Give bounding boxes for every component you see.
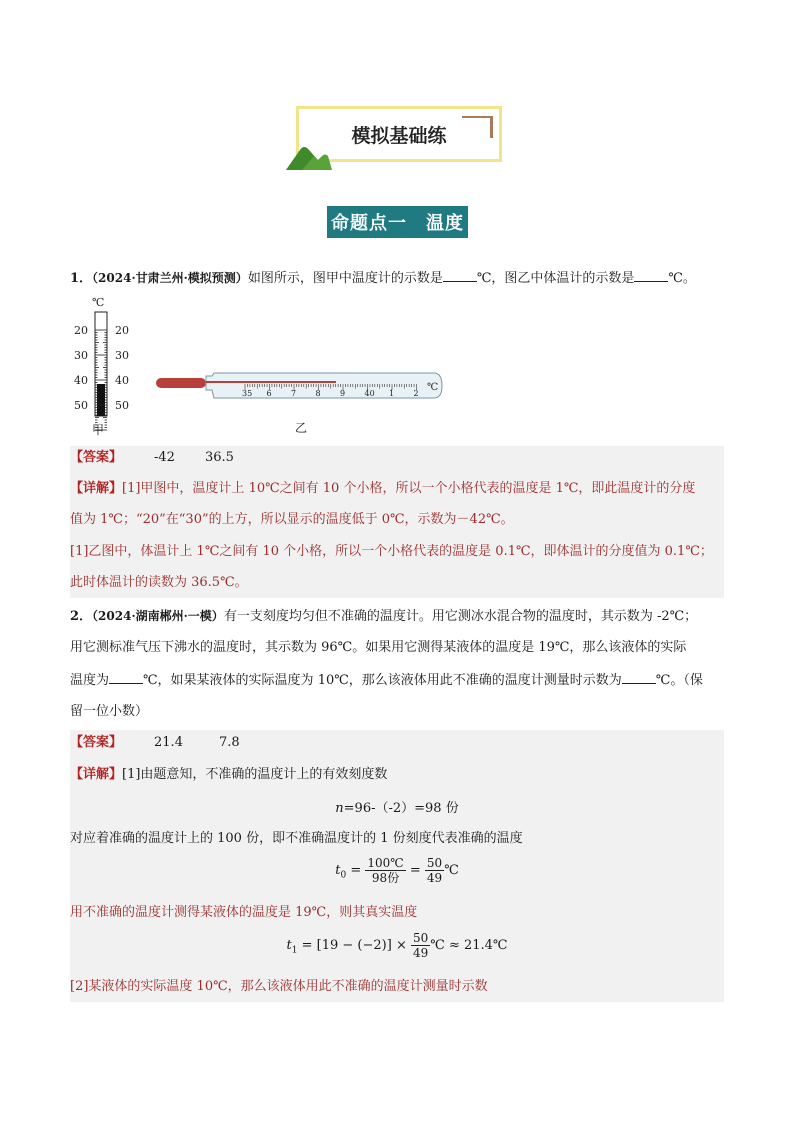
caption-jia: 甲	[92, 423, 105, 437]
clinical-tick-label: 35	[242, 389, 253, 398]
question-text: ℃，图乙中体温计的示数是	[476, 271, 635, 286]
fraction-numerator: 50	[426, 856, 443, 870]
equation-text: ℃ ≈ 21.4℃	[430, 938, 508, 953]
clinical-tick-label: 40	[364, 389, 375, 398]
q1-detail-line-3: [1]乙图中，体温计上 1℃之间有 10 个小格，所以一个小格代表的温度是 0.1℃，即体温计的分度值为 0.1℃；	[70, 544, 713, 559]
q1-detail-line-4: 此时体温计的读数为 36.5℃。	[70, 575, 248, 590]
equation-variable: t	[286, 938, 292, 953]
equation-variable: n	[335, 801, 344, 816]
tick-label-right: 30	[115, 349, 129, 362]
detail-tag: 【详解】	[70, 767, 123, 782]
q1-detail-line-2: 值为 1℃；“20”在“30”的上方，所以显示的温度低于 0℃，示数为－42℃。	[70, 512, 514, 527]
clinical-tick-label: 1	[389, 389, 395, 398]
question-2-line-3	[70, 670, 703, 691]
answer-blank	[109, 670, 143, 684]
question-number: 2．	[70, 609, 93, 624]
tick-label-right: 20	[115, 324, 129, 337]
equation-t1	[70, 931, 724, 960]
q2-detail-line-3: 用不准确的温度计测得某液体的温度是 19℃，则其真实温度	[70, 905, 418, 920]
fraction	[365, 856, 405, 885]
question-1	[70, 268, 696, 289]
unit-label: ℃	[92, 296, 105, 309]
question-text: 温度为	[70, 673, 110, 688]
tick-label-left: 20	[74, 324, 88, 337]
question-text: 如图所示，图甲中温度计的示数是	[247, 271, 443, 286]
equation-subscript: 0	[340, 870, 347, 881]
detail-tag: 【详解】	[70, 481, 123, 496]
caption-yi: 乙	[295, 421, 308, 435]
answer-value-2: 36.5	[204, 450, 234, 465]
answer-blank	[443, 268, 477, 282]
detail-text: [1]由题意知，不准确的温度计上的有效刻度数	[122, 767, 388, 782]
fraction	[411, 931, 430, 960]
section-heading: 命题点一 温度	[327, 206, 468, 238]
fraction-numerator: 100℃	[367, 856, 404, 870]
fraction-denominator: 98份	[371, 871, 400, 885]
question-text: ℃。（保	[655, 673, 703, 688]
answer-blank	[622, 670, 656, 684]
question-number: 1．	[70, 271, 93, 286]
answer-value-2: 7.8	[218, 735, 240, 750]
question-2-line-2: 用它测标准气压下沸水的温度时，其示数为 96℃。如果用它测得某液体的温度是 19℃，那么该液体的实际	[70, 640, 687, 655]
clinical-tick-label: 7	[291, 389, 297, 398]
tick-label-right: 40	[115, 374, 129, 387]
q2-answer-line	[70, 733, 240, 753]
answer-tag: 【答案】	[70, 450, 123, 465]
equation-text: =96-（-2）=98 份	[343, 801, 459, 816]
question-2	[70, 606, 697, 627]
q2-detail-line-2: 对应着准确的温度计上的 100 份，即不准确温度计的 1 份刻度代表准确的温度	[70, 831, 523, 846]
clinical-tick-label: 8	[315, 389, 321, 398]
q1-detail-line-1	[70, 479, 695, 499]
equation-variable: t	[335, 863, 341, 878]
equation-n	[70, 797, 724, 816]
clinical-tick-label: 2	[413, 389, 419, 398]
answer-value-1: -42	[154, 450, 175, 465]
equation-text: = [19 − (−2)] ×	[301, 938, 407, 953]
question-2-line-4: 留一位小数）	[70, 704, 149, 719]
banner-title: 模拟基础练	[351, 124, 447, 147]
tick-label-left: 50	[74, 399, 88, 412]
answer-value-1: 21.4	[154, 735, 183, 750]
tick-label-left: 30	[74, 349, 88, 362]
equation-subscript: 1	[291, 945, 298, 956]
clinical-unit: ℃	[427, 382, 439, 393]
fraction	[425, 856, 444, 885]
fraction-numerator: 50	[412, 931, 429, 945]
tick-label-right: 50	[115, 399, 129, 412]
equation-unit: ℃	[444, 863, 459, 878]
q2-detail-line-1	[70, 765, 387, 785]
q1-answer-line	[70, 448, 234, 468]
clinical-thermometer-yi	[150, 370, 450, 436]
answer-blank	[634, 268, 668, 282]
clinical-tick-label: 9	[340, 389, 346, 398]
tick-label-left: 40	[74, 374, 88, 387]
answer-tag: 【答案】	[70, 735, 123, 750]
q2-detail-line-4: [2]某液体的实际温度 10℃，那么该液体用此不准确的温度计测量时示数	[70, 979, 488, 994]
question-text: ℃，如果某液体的实际温度为 10℃，那么该液体用此不准确的温度计测量时示数为	[143, 673, 622, 688]
clinical-tick-label: 6	[266, 389, 272, 398]
question-text: 有一支刻度均匀但不准确的温度计。用它测冰水混合物的温度时，其示数为 -2℃；	[223, 609, 698, 624]
fraction-denominator: 49	[412, 946, 429, 960]
question-source: （2024·甘肃兰州·模拟预测）	[92, 271, 248, 285]
detail-text: [1]甲图中，温度计上 10℃之间有 10 个小格，所以一个小格代表的温度是 1℃，即此温度计的分度	[122, 481, 696, 496]
equation-t0: $t_0$ = $\frac{100℃}{\text{98份}}$ = $\frac{50}{49}$ ℃	[335, 856, 459, 885]
question-source: （2024·湖南郴州·一模）	[92, 609, 224, 623]
fraction-denominator: 49	[426, 871, 443, 885]
question-text: ℃。	[668, 271, 696, 286]
